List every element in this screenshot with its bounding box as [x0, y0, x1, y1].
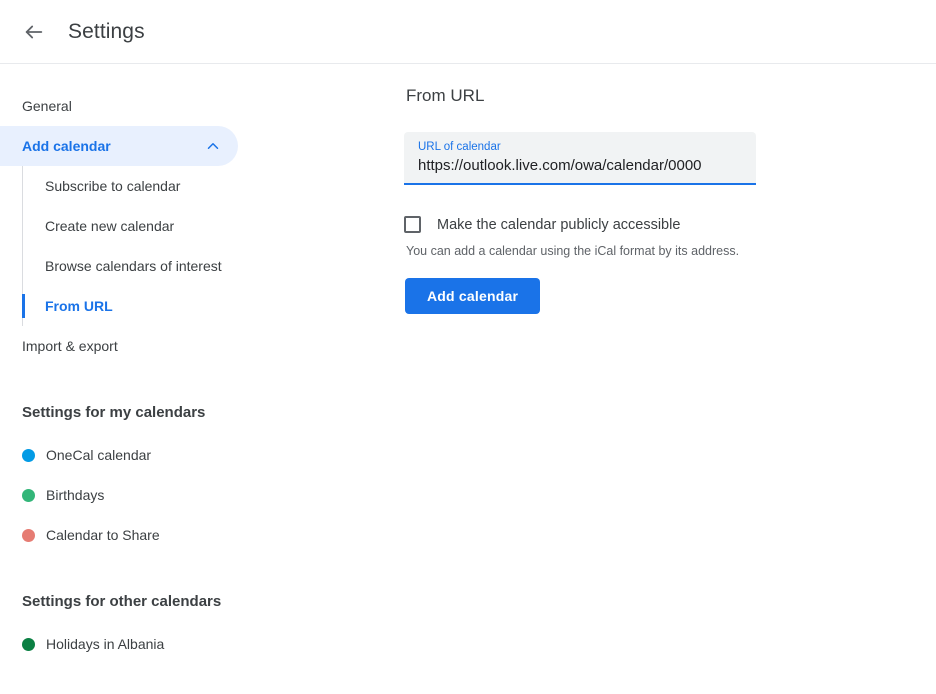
- sidebar-item-label: Add calendar: [22, 138, 111, 154]
- sidebar-subitem-browse-calendars-of-interest[interactable]: [23, 246, 380, 286]
- calendar-item-calendar-to-share[interactable]: [0, 515, 380, 555]
- other-calendars-heading: Settings for other calendars: [22, 593, 222, 610]
- add-calendar-button[interactable]: Add calendar: [405, 278, 540, 314]
- sidebar-item-label: Import & export: [22, 338, 118, 354]
- url-input[interactable]: [418, 157, 742, 174]
- page-title: Settings: [68, 19, 145, 43]
- sidebar-subitem-label: Create new calendar: [45, 218, 175, 234]
- calendar-item-label: Holidays in Albania: [46, 636, 165, 652]
- sidebar-item-general[interactable]: [0, 86, 238, 126]
- my-calendars-heading: Settings for my calendars: [22, 404, 206, 421]
- make-public-checkbox[interactable]: [404, 216, 421, 233]
- make-public-label[interactable]: Make the calendar publicly accessible: [437, 216, 681, 233]
- sidebar-item-import-export[interactable]: [0, 326, 238, 366]
- sidebar: [0, 64, 380, 694]
- section-title-from-url: From URL: [406, 86, 485, 105]
- calendar-color-dot-icon: [22, 449, 35, 462]
- calendar-item-holidays-in-albania[interactable]: [0, 624, 380, 664]
- calendar-item-onecal-calendar[interactable]: [0, 435, 380, 475]
- sidebar-subitem-label: From URL: [45, 298, 113, 314]
- arrow-left-icon: [23, 21, 45, 43]
- calendar-item-birthdays[interactable]: [0, 475, 380, 515]
- back-button[interactable]: [20, 18, 48, 46]
- url-of-calendar-field[interactable]: [404, 132, 756, 185]
- calendar-item-label: Birthdays: [46, 487, 105, 503]
- calendar-item-label: Calendar to Share: [46, 527, 160, 543]
- sidebar-subitem-create-new-calendar[interactable]: [23, 206, 380, 246]
- sidebar-subitem-from-url[interactable]: [23, 286, 380, 326]
- add-calendar-submenu: [22, 166, 380, 326]
- sidebar-item-add-calendar[interactable]: [0, 126, 238, 166]
- calendar-color-dot-icon: [22, 489, 35, 502]
- sidebar-subitem-label: Subscribe to calendar: [45, 178, 181, 194]
- settings-header: [0, 0, 936, 64]
- helper-text: You can add a calendar using the iCal format by its address.: [406, 244, 740, 258]
- calendar-color-dot-icon: [22, 529, 35, 542]
- sidebar-item-label: General: [22, 98, 72, 114]
- sidebar-subitem-subscribe-to-calendar[interactable]: [23, 166, 380, 206]
- settings-body: [0, 64, 936, 694]
- sidebar-subitem-label: Browse calendars of interest: [45, 258, 222, 274]
- public-access-row: [404, 216, 936, 233]
- url-field-label: URL of calendar: [418, 141, 501, 153]
- chevron-up-icon: [204, 137, 222, 155]
- calendar-item-label: OneCal calendar: [46, 447, 152, 463]
- calendar-color-dot-icon: [22, 638, 35, 651]
- main-content: [380, 64, 936, 694]
